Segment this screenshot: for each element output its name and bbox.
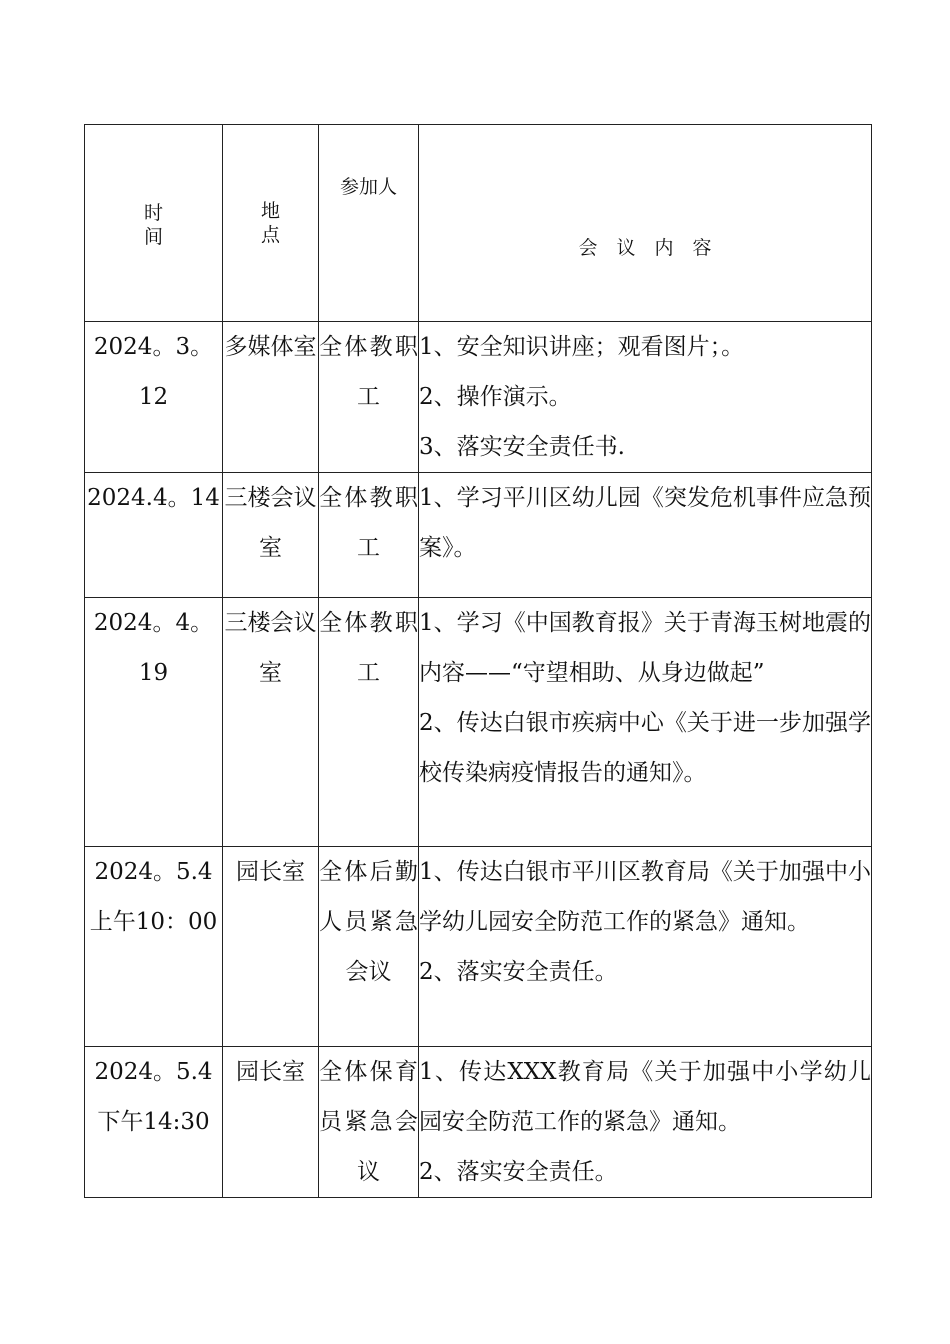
header-time-line2: 间 [143, 226, 163, 248]
content-line: 3、落实安全责任书. [419, 434, 625, 460]
row-place: 多媒体室 [223, 322, 319, 473]
row-content [419, 473, 872, 598]
header-place-line1: 地 [260, 200, 280, 222]
row-place: 园长室 [223, 847, 319, 1047]
row-place: 三楼会议室 [223, 473, 319, 598]
table-header-row [85, 125, 872, 322]
content-line: 2、操作演示。 [419, 384, 572, 410]
table-row [85, 322, 872, 473]
row-participants: 全体教职工 [319, 322, 419, 473]
table-row [85, 1047, 872, 1198]
row-time: 2024。4。19 [85, 598, 223, 847]
row-time: 2024.4。14 [85, 473, 223, 598]
row-place: 三楼会议室 [223, 598, 319, 847]
table-row [85, 847, 872, 1047]
row-time: 2024。3。12 [85, 322, 223, 473]
header-content-label: 会 议 内 容 [578, 237, 712, 259]
content-line: 1、安全知识讲座；观看图片；。 [419, 334, 745, 360]
row-content [419, 847, 872, 1047]
row-time: 2024。5.4上午10：00 [85, 847, 223, 1047]
header-participants [319, 125, 419, 322]
row-participants: 全体教职工 [319, 598, 419, 847]
header-place [223, 125, 319, 322]
row-content [419, 1047, 872, 1198]
row-place: 园长室 [223, 1047, 319, 1198]
content-line: 1、学习《中国教育报》关于青海玉树地震的内容——“守望相助、从身边做起” [419, 610, 871, 686]
header-place-line2: 点 [260, 224, 280, 246]
table-row [85, 598, 872, 847]
header-participants-label: 参加人 [339, 176, 397, 198]
content-line: 2、落实安全责任。 [419, 959, 618, 985]
row-content [419, 322, 872, 473]
header-content [419, 125, 872, 322]
row-participants: 全体保育员紧急会议 [319, 1047, 419, 1198]
row-participants: 全体后勤人员紧急会议 [319, 847, 419, 1047]
row-participants: 全体教职工 [319, 473, 419, 598]
content-line: 1、传达XXX教育局《关于加强中小学幼儿园安全防范工作的紧急》通知。 [419, 1059, 871, 1135]
table-row [85, 473, 872, 598]
content-line: 1、学习平川区幼儿园《突发危机事件应急预案》。 [419, 485, 871, 561]
header-time-line1: 时 [143, 202, 163, 224]
meeting-record-table [84, 124, 872, 1198]
content-line: 2、落实安全责任。 [419, 1159, 618, 1185]
row-content [419, 598, 872, 847]
content-line: 1、传达白银市平川区教育局《关于加强中小学幼儿园安全防范工作的紧急》通知。 [419, 859, 871, 935]
header-time [85, 125, 223, 322]
row-time: 2024。5.4下午14:30 [85, 1047, 223, 1198]
content-line: 2、传达白银市疾病中心《关于进一步加强学校传染病疫情报告的通知》。 [419, 710, 871, 786]
